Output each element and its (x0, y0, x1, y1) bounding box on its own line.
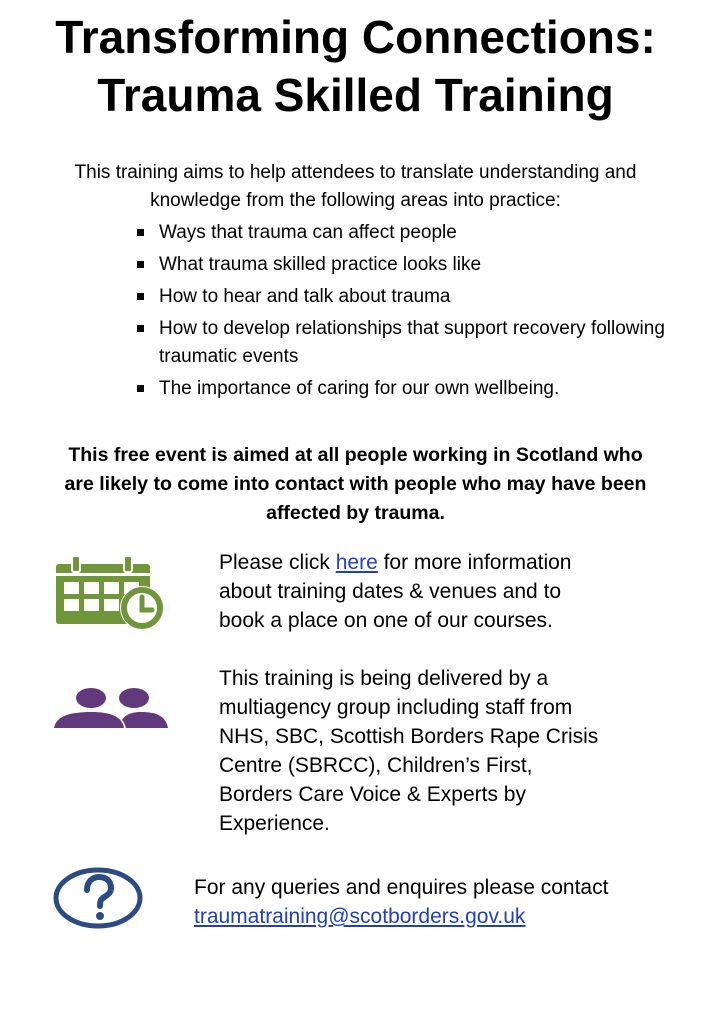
list-item-text: Ways that trauma can affect people (159, 222, 457, 243)
contact-email-link[interactable]: traumatraining@scotborders.gov.uk (194, 905, 526, 928)
contact-info (194, 873, 694, 931)
audience-line-3: affected by trauma. (266, 502, 445, 524)
page-title (0, 8, 711, 124)
delivery-line-4: Centre (SBRCC), Children’s First, (219, 754, 533, 777)
delivery-line-2: multiagency group including staff from (219, 696, 573, 719)
list-item-text: How to hear and talk about trauma (159, 286, 451, 307)
booking-line-3: book a place on one of our courses. (219, 609, 553, 632)
list-item-text: What trauma skilled practice looks like (159, 254, 482, 275)
intro-line-2: knowledge from the following areas into practice: (150, 190, 561, 211)
list-item-text: The importance of caring for our own wellbeing. (159, 378, 560, 399)
bullet-square-icon (137, 261, 144, 268)
audience-line-2: are likely to come into contact with people who may have been (64, 473, 647, 495)
contact-line-1: For any queries and enquires please contact (194, 876, 609, 899)
bullet-square-icon (137, 229, 144, 236)
delivery-line-6: Experience. (219, 812, 330, 835)
list-item (132, 283, 672, 311)
audience-line-1: This free event is aimed at all people working in Scotland who (68, 444, 643, 466)
question-mark-icon (52, 866, 144, 930)
title-line-1: Transforming Connections: (55, 11, 656, 63)
training-areas-list (132, 219, 672, 407)
booking-prefix: Please click (219, 551, 336, 574)
people-icon (52, 686, 170, 730)
list-item (132, 375, 672, 403)
booking-line-1-suffix: for more information (377, 551, 572, 574)
delivery-line-5: Borders Care Voice & Experts by (219, 783, 526, 806)
intro-line-1: This training aims to help attendees to translate understanding and (74, 162, 637, 183)
delivery-line-3: NHS, SBC, Scottish Borders Rape Crisis (219, 725, 599, 748)
booking-line-2: about training dates & venues and to (219, 580, 562, 603)
booking-info (219, 548, 649, 635)
list-item (132, 219, 672, 247)
booking-here-link[interactable]: here (335, 551, 378, 574)
bullet-square-icon (137, 325, 144, 332)
list-item-text: How to develop relationships that support recovery following traumatic events (159, 318, 665, 367)
list-item (132, 315, 672, 371)
title-line-2: Trauma Skilled Training (97, 69, 614, 121)
calendar-clock-icon (54, 555, 172, 631)
audience-statement (20, 441, 691, 528)
delivery-info (219, 664, 649, 838)
bullet-square-icon (137, 293, 144, 300)
delivery-line-1: This training is being delivered by a (219, 667, 549, 690)
list-item (132, 251, 672, 279)
intro-text (30, 159, 681, 215)
bullet-square-icon (137, 385, 144, 392)
